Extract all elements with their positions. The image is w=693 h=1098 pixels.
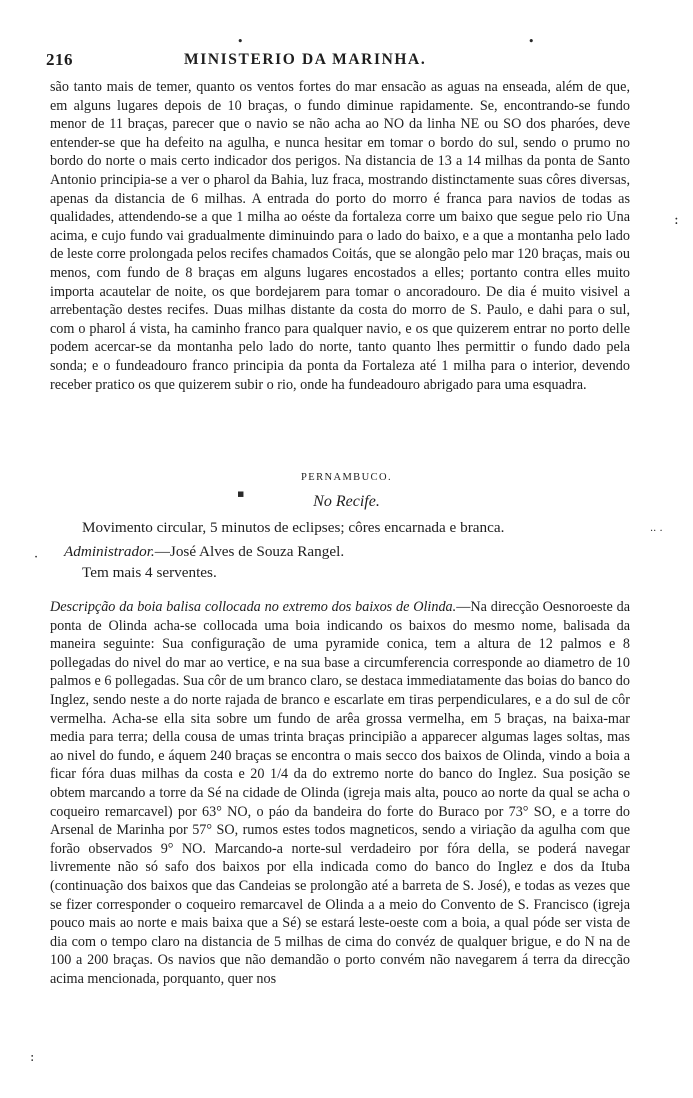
administrator-label: Administrador. xyxy=(64,543,155,560)
print-speck: · xyxy=(34,550,39,565)
paragraph-text: são tanto mais de temer, quanto os ventos fortes do mar ensacão as aguas na enseada, além de que, em alguns lugares depois de 10 braças, o fundo diminue rapidamente. Se, encontrando-se fundo menor de 11 braças, parecer que o navio se não acha ao NO da linha NE ou SO dos pharóes, deve entender-se que ha defeito na agulha, e nunca hesitar em tomar o bordo do sul, sendo o prumo no bordo do norte o mais certo indicador dos perigos. Na distancia de 13 a 14 milhas da ponta de Santo Antonio principia-se a ver o pharol da Bahia, luz fraca, mostrando distinctamente suas côres diversas, apenas da distancia de 6 milhas. A entrada do porto do morro é franca para navios de todas as qualidades, attendendo-se a que 1 milha ao oéste da fortaleza corre um baixo que segue pelo rio Una acima, e cujo fundo vai gradualmente diminuindo para o lado do baixo, e a que a montanha pelo lado de leste corre prolongada pelos recifes chamados Coitás, que se alongão pelo mar 120 braças, mais ou menos, com fundo de 8 braças em alguns lugares encostados a elles; portanto contra elles muito importa acautelar de noite, os que bordejarem para tomar o ancoradouro. De dia é muito visivel a arrebentação destes recifes. Duas milhas distante da costa do morro de S. Paulo, e dahi para o sul, com o pharol á vista, ha caminho franco para qualquer navio, e os que quizerem entrar no porto delle podem acercar-se da montanha pelo lado do norte, tanto quanto lhes permittir o fundo dado pela sonda; e o fundeadouro franco principia da ponta da Fortaleza até 1 milha para o interior, devendo receber pratico os que quizerem subir o rio, onde ha fundeadouro abrigado para uma esquadra. xyxy=(50,79,630,393)
page-header xyxy=(46,50,636,72)
paragraph-olinda-buoy xyxy=(50,598,630,988)
print-speck: : xyxy=(674,212,679,228)
print-speck: • xyxy=(237,35,244,48)
light-description: Movimento circular, 5 minutos de eclipses; côres encarnada e branca. xyxy=(82,519,505,536)
print-speck: ▪ xyxy=(237,487,245,500)
paragraph-text xyxy=(50,598,630,988)
print-speck: ·· · xyxy=(650,526,663,537)
page-number: 216 xyxy=(46,50,73,69)
print-speck: : xyxy=(30,1050,35,1065)
paragraph-bahia xyxy=(50,78,630,394)
section-subtitle: No Recife. xyxy=(313,493,380,510)
administrator-name: —José Alves de Souza Rangel. xyxy=(154,543,345,560)
running-title: MINISTERIO DA MARINHA. xyxy=(184,51,427,68)
description-title: Descripção da boia balisa collocada no extremo dos baixos de Olinda. xyxy=(50,599,457,615)
description-body: —Na direcção Oesnoroeste da ponta de Olinda acha-se collocada uma boia indicando os baixos do mesmo nome, balisada da maneira seguinte: Sua configuração de uma pyramide conica, tem a altura de 12 palmos e 8 pollegadas do nivel do mar ao vertice, e na sua base a circumferencia corresponde ao diametro de 10 palmos e 6 pollegadas. Sua côr de um branco claro, se destaca immediatamente das boias do banco do Inglez, sendo neste a do norte rajada de branco e escarlate em tiras perpendiculares, e a do sul de côr vermelha. Acha-se ella sita sobre um fundo de arêa grossa vermelha, em 5 braças, na baixa-mar media para terra; della cousa de umas trinta braças principião a apparecer algumas lages soltas, mas ao nivel do fundo, e áquem 240 braças se encontra o mais secco dos baixos de Olinda, vindo a boia a ficar fóra duas milhas da costa e 20 1/4 da do extremo norte do banco do Inglez. Sua posição se obtem marcando a torre da Sé na cidade de Olinda (igreja mais alta, pouco ao norte da qual se acha o coqueiro remarcavel) por 63° NO, o páo da bandeira do forte do Buraco por 73° SO, e a torre do Arsenal de Marinha por 57° SO, rumos estes todos magneticos, sendo a viriação da agulha com que forão observados 9° NO. Marcando-a norte-sul verdadeiro por fóra della, se poderá navegar livremente não só safo dos baixos por ella indicada como do banco do Inglez e dos da Ituba (continuação dos baixos que das Candeias se prolongão até a barreta de S. José), e todas as vezes que se fizer corresponder o coqueiro remarcavel de Olinda a a meio do Convento de S. Francisco (igreja pouco mais ao norte e mais baixa que a Sé) se estará leste-oeste com a boia, a qual póde ser vista de dia com o tempo claro na distancia de 5 milhas de cima do convéz de qualquer brigue, e do N na de 100 a 200 braças. Os navios que não demandão o porto convém não navegarem á terra da direcção acima mencionada, porquanto, quer nos xyxy=(50,599,630,987)
section-title: PERNAMBUCO. xyxy=(301,472,392,483)
servants-line: Tem mais 4 serventes. xyxy=(82,564,217,581)
print-speck: • xyxy=(528,35,535,48)
administrator-line xyxy=(64,542,344,561)
